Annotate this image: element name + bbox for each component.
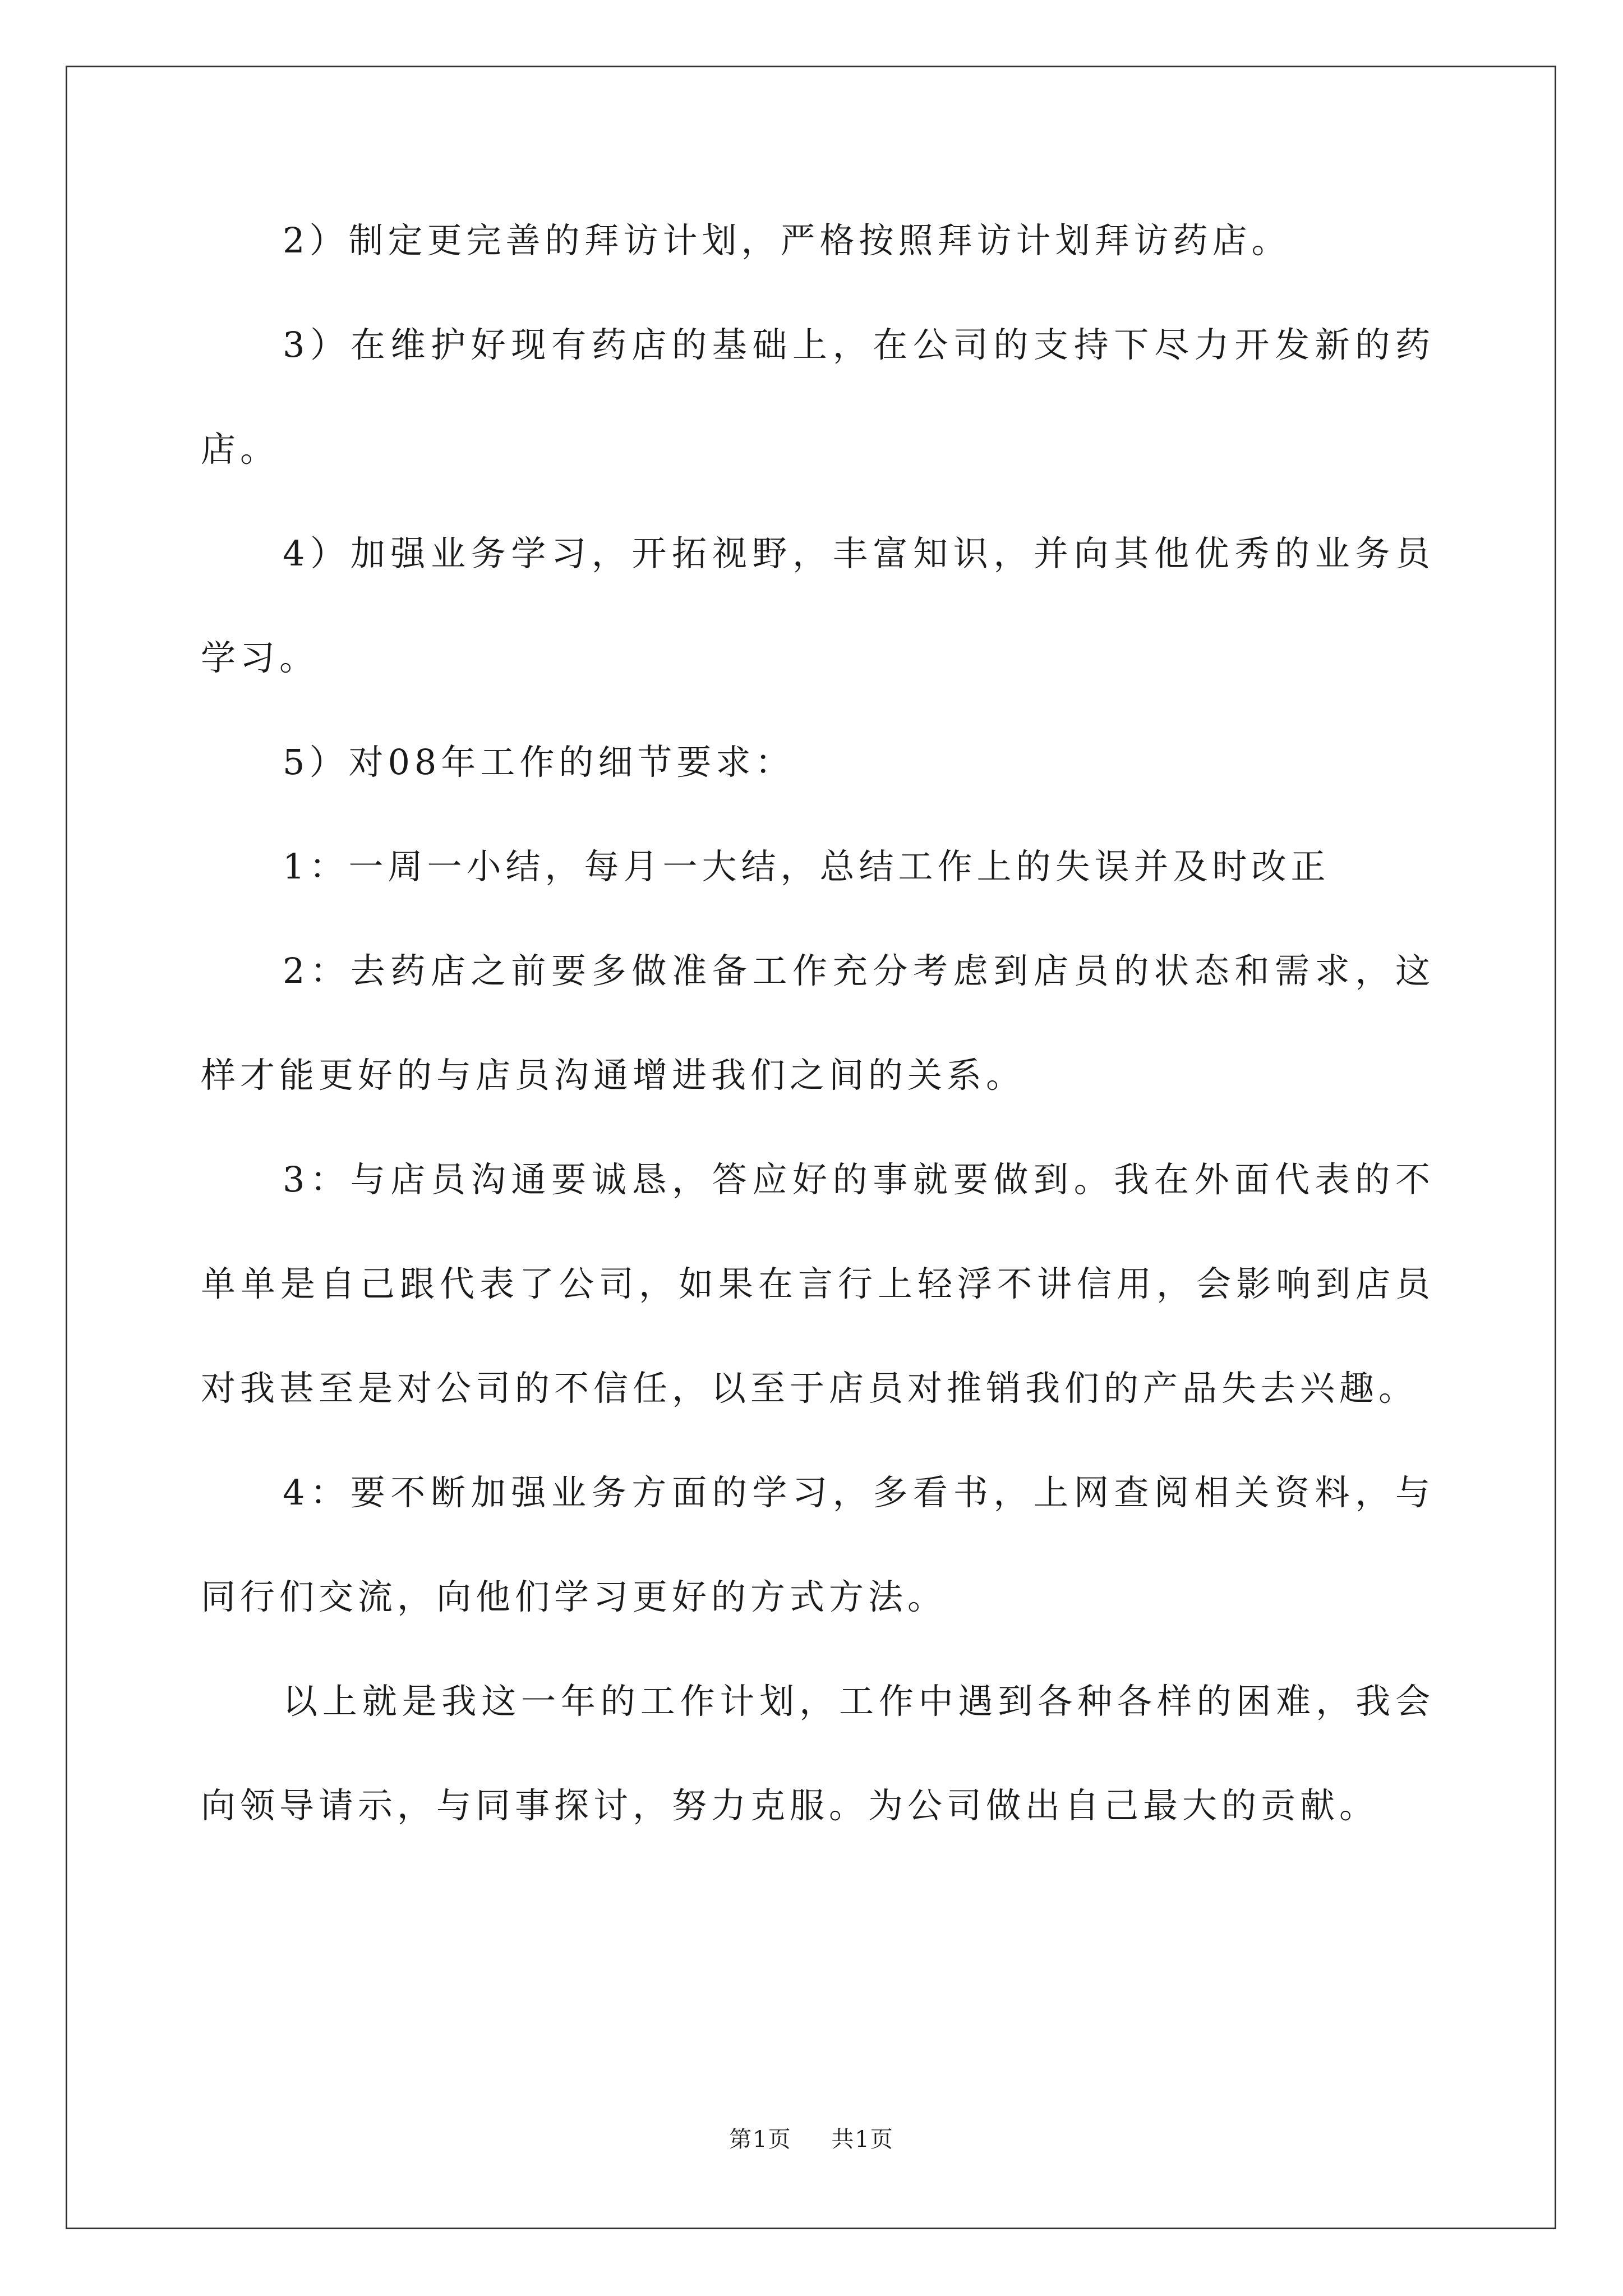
paragraph: 4：要不断加强业务方面的学习，多看书，上网查阅相关资料，与同行们交流，向他们学习更好的方式方法。 (201, 1472, 1435, 1617)
page-number-current: 第1页 (729, 2127, 792, 2152)
paragraph: 2：去药店之前要多做准备工作充分考虑到店员的状态和需求，这样才能更好的与店员沟通增进我们之间的关系。 (201, 950, 1435, 1096)
paragraph: 3）在维护好现有药店的基础上，在公司的支持下尽力开发新的药店。 (201, 324, 1435, 470)
page-number-total: 共1页 (831, 2127, 894, 2152)
paragraph: 3：与店员沟通要诚恳，答应好的事就要做到。我在外面代表的不单单是自己跟代表了公司，如果在言行上轻浮不讲信用，会影响到店员对我甚至是对公司的不信任，以至于店员对推销我们的产品失去兴趣。 (201, 1159, 1435, 1409)
paragraph: 1：一周一小结，每月一大结，总结工作上的失误并及时改正 (283, 846, 1330, 887)
document-body (201, 188, 1435, 1858)
paragraph: 4）加强业务学习，开拓视野，丰富知识，并向其他优秀的业务员学习。 (201, 533, 1435, 678)
paragraph: 5）对08年工作的细节要求： (283, 742, 795, 783)
paragraph: 以上就是我这一年的工作计划，工作中遇到各种各样的困难，我会向领导请示，与同事探讨，努力克服。为公司做出自己最大的贡献。 (201, 1681, 1435, 1826)
paragraph: 2）制定更完善的拜访计划，严格按照拜访计划拜访药店。 (283, 220, 1291, 261)
page-footer (0, 2122, 1623, 2154)
